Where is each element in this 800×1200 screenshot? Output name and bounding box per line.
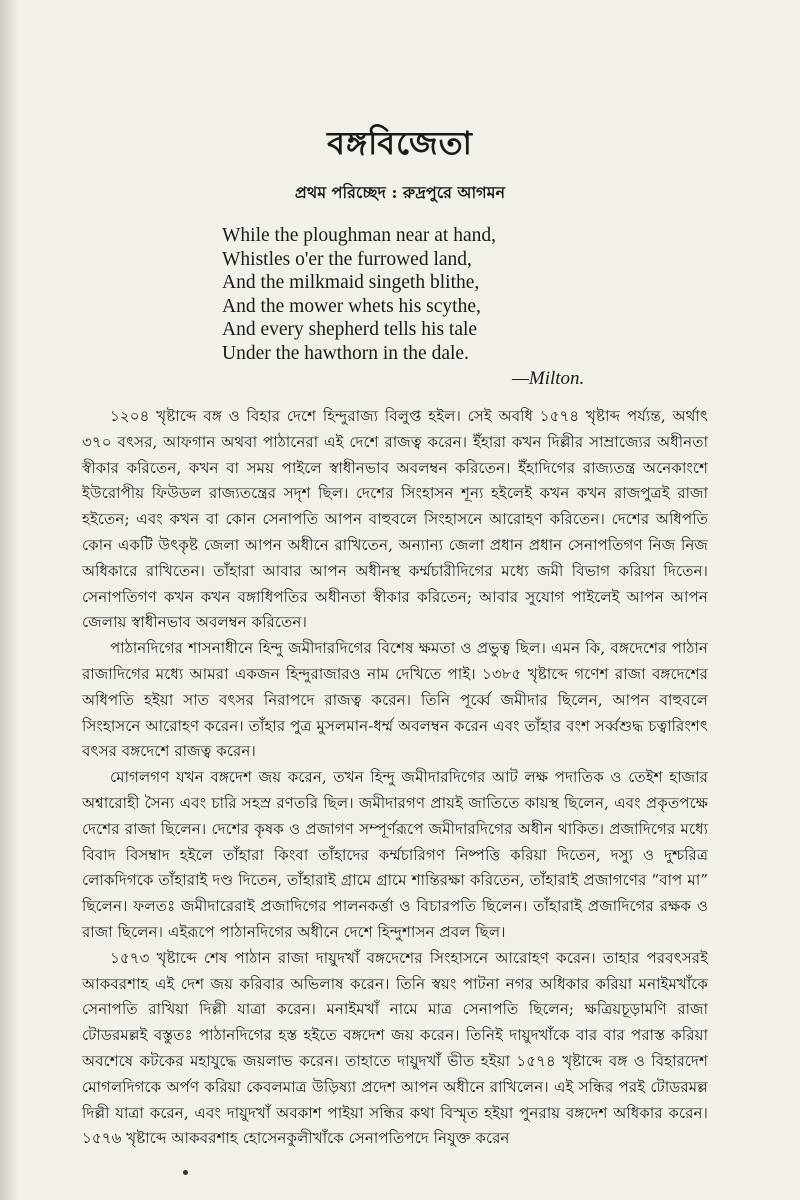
epigraph-line: And the milkmaid singeth blithe, [222, 272, 480, 293]
paragraph: মোগলগণ যখন বঙ্গদেশ জয় করেন, তখন হিন্দু জমীদারদিগের আট লক্ষ পদাতিক ও তেইশ হাজার অশ্বারোহী সৈন্য এবং চারি সহস্র রণতরি ছিল। জমীদারগণ প্রায়ই জাতিতে কায়স্থ ছিলেন, এবং প্রকৃতপক্ষে দেশের রাজা ছিলেন। দেশের কৃষক ও প্রজাগণ সম্পূর্ণরূপে জমীদারদিগের অধীন থাকিত। প্রজাদিগের মধ্যে বিবাদ বিসম্বাদ হইলে তাঁহারা কিংবা তাঁহাদের কর্ম্মচারিগণ নিষ্পত্তি করিয়া দিতেন, দস্যু ও দুশ্চরিত্র লোকদিগকে তাঁহারাই দণ্ড দিতেন, তাঁহারাই গ্রামে গ্রামে শান্তিরক্ষা করিতেন, তাঁহারাই প্রজাগণের “বাপ মা” ছিলেন। ফলতঃ জমীদারেরাই প্রজাদিগের পালনকর্ত্তা ও বিচারপতি ছিলেন। তাঁহারাই প্রজাদিগের রক্ষক ও রাজা ছিলেন। এইরূপে পাঠানদিগের অধীনে দেশে হিন্দুশাসন প্রবল ছিল। [82, 768, 708, 941]
epigraph-line: Whistles o'er the furrowed land, [222, 248, 472, 270]
ink-dot [183, 1170, 188, 1175]
body-text [82, 404, 708, 1152]
epigraph-line: And every shepherd tells his tale [222, 319, 478, 340]
paragraph: ১২০৪ খৃষ্টাব্দে বঙ্গ ও বিহার দেশে হিন্দুরাজ্য বিলুপ্ত হইল। সেই অবধি ১৫৭৪ খৃষ্টাব্দ পর্য্যন্ত, অর্থাৎ ৩৭০ বৎসর, আফগান অথবা পাঠানেরা এই দেশে রাজত্ব করেন। ইঁহারা কখন দিল্লীর সাম্রাজ্যের অধীনতা স্বীকার করিতেন, কখন বা সময় পাইলে স্বাধীনভাব অবলম্বন করিতেন। ইঁহাদিগের রাজ্যতন্ত্র অনেকাংশে ইউরোপীয় ফিউডল রাজ্যতন্ত্রের সদৃশ ছিল। দেশের সিংহাসন শূন্য হইলেই কখন কখন রাজপুত্রই রাজা হইতেন; এবং কখন বা কোন সেনাপতি আপন বাহুবলে সিংহাসনে আরোহণ করিতেন। দেশের অধিপতি কোন একটি উৎকৃষ্ট জেলা আপন অধীনে রাখিতেন, অন্যান্য জেলা প্রধান প্রধান সেনাপতিগণ নিজ নিজ অধিকারে রাখিতেন। তাঁহারা আবার আপন অধীনস্থ কর্ম্মচারীদিগের মধ্যে জমী বিভাগ করিয়া দিতেন। সেনাপতিগণ কখন কখন বঙ্গাধিপতির অধীনতা স্বীকার করিতেন; আবার সুযোগ পাইলেই আপন আপন জেলায় স্বাধীনভাব অবলম্বন করিতেন। [82, 407, 708, 632]
epigraph-line: Under the hawthorn in the dale. [222, 342, 469, 364]
paragraph: পাঠানদিগের শাসনাধীনে হিন্দু জমীদারদিগের বিশেষ ক্ষমতা ও প্রভুত্ব ছিল। এমন কি, বঙ্গদেশের পাঠান রাজাদিগের মধ্যে আমরা একজন হিন্দুরাজারও নাম দেখিতে পাই। ১৩৮৫ খৃষ্টাব্দে গণেশ রাজা বঙ্গদেশের অধিপতি হইয়া সাত বৎসর নিরাপদে রাজত্ব করেন। তিনি পূর্ব্বে জমীদার ছিলেন, আপন বাহুবলে সিংহাসনে আরোহণ করেন। তাঁহার পুত্র মুসলমান-ধর্ম্ম অবলম্বন করেন এবং তাঁহার বংশ সর্ব্বশুদ্ধ চত্বারিংশৎ বৎসর বঙ্গদেশে রাজত্ব করেন। [82, 639, 709, 761]
chapter-heading: প্রথম পরিচ্ছেদ : রুদ্রপুরে আগমন [294, 183, 506, 202]
paragraph: ১৫৭৩ খৃষ্টাব্দে শেষ পাঠান রাজা দায়ুদখাঁ বঙ্গদেশের সিংহাসনে আরোহণ করেন। তাহার পরবৎসরই আকবরশাহ এই দেশ জয় করিবার অভিলাষ করেন। তিনি স্বয়ং পাটনা নগর অধিকার করিয়া মনাইমখাঁকে সেনাপতি রাখিয়া দিল্লী যাত্রা করেন। মনাইমখাঁ নামে মাত্র সেনাপতি ছিলেন; ক্ষত্রিয়চূড়ামণি রাজা টোডরমল্লই বস্তুতঃ পাঠানদিগের হস্ত হইতে বঙ্গদেশ জয় করেন। তিনিই দায়ুদখাঁকে বার বার পরাস্ত করিয়া অবশেষে কটকের মহাযুদ্ধে জয়লাভ করেন। তাহাতে দায়ুদখাঁ ভীত হইয়া ১৫৭৪ খৃষ্টাব্দে বঙ্গ ও বিহারদেশ মোগলদিগকে অর্পণ করিয়া কেবলমাত্র উড়িষ্যা প্রদেশ আপন অধীনে রাখিলেন। এই সন্ধির পরই টোডরমল্ল দিল্লী যাত্রা করেন, এবং দায়ুদখাঁ অবকাশ পাইয়া সন্ধির কথা বিস্মৃত হইয়া পুনরায় বঙ্গদেশ অধিকার করেন। ১৫৭৬ খৃষ্টাব্দে আকবরশাহ হোসেনকুলীখাঁকে সেনাপতিপদে নিযুক্ত করেন [82, 948, 708, 1148]
epigraph [222, 224, 642, 365]
book-title: বঙ্গবিজেতা [327, 124, 473, 162]
epigraph-line: And the mower whets his scythe, [222, 295, 481, 317]
epigraph-line: While the ploughman near at hand, [222, 225, 496, 246]
epigraph-attribution: —Milton. [512, 368, 585, 389]
